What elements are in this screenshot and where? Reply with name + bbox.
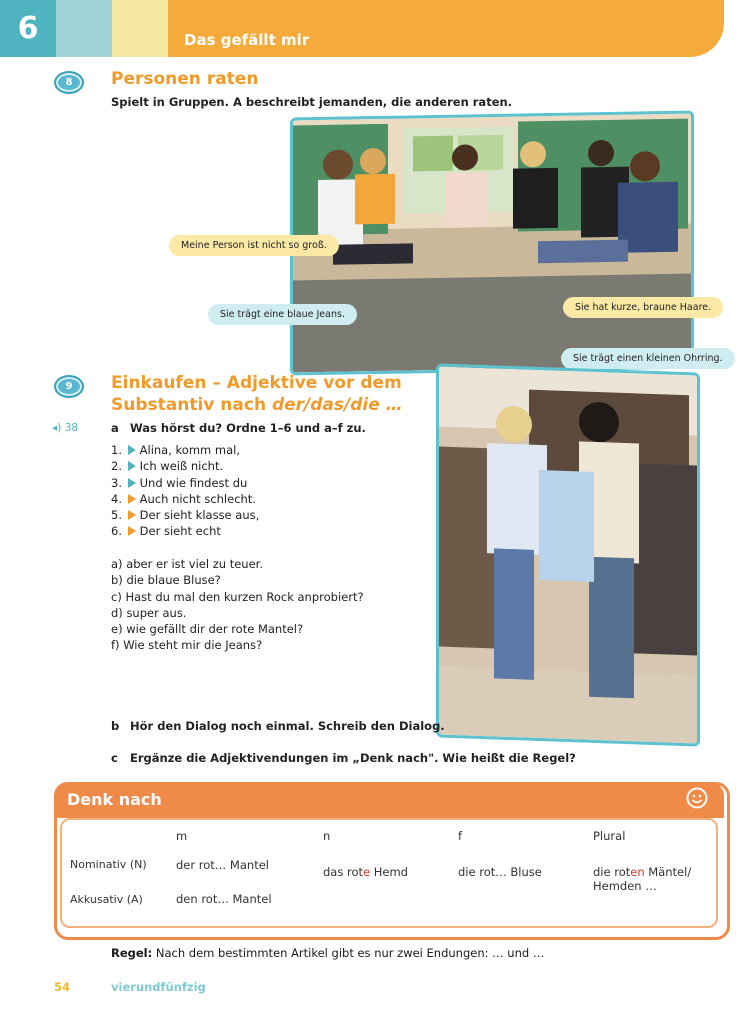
play-triangle-icon — [128, 478, 136, 488]
cell-nom-m: der rot… Mantel — [176, 858, 269, 872]
rule-label: Regel: — [111, 946, 153, 960]
audio-track[interactable] — [52, 422, 78, 434]
task-a-instruction: Was hörst du? Ordne 1–6 und a–f zu. — [130, 421, 366, 435]
column-header-n: n — [323, 829, 331, 843]
numbered-list — [111, 442, 259, 540]
page-number-word: vierundfünfzig — [111, 980, 206, 994]
rule-text: Nach dem bestimmten Artikel gibt es nur zwei Endungen: … und … — [155, 946, 545, 960]
list-item: a) aber er ist viel zu teuer. — [111, 557, 263, 571]
row-header-nominativ: Nominativ (N) — [70, 858, 147, 871]
title-articles: der/das/die … — [271, 395, 403, 415]
play-triangle-icon — [128, 526, 136, 536]
play-triangle-icon — [128, 461, 136, 471]
list-item: c) Hast du mal den kurzen Rock anprobiert? — [111, 589, 364, 604]
exercise-9-title-line1: Einkaufen – Adjektive vor dem — [111, 373, 402, 393]
task-b-instruction: Hör den Dialog noch einmal. Schreib den Dialog. — [130, 719, 445, 733]
column-header-m: m — [176, 829, 188, 843]
chapter-number: 6 — [0, 0, 56, 57]
chapter-title: Das gefällt mir — [184, 31, 310, 49]
list-item: 4. Auch nicht schlecht. — [111, 491, 256, 506]
speech-bubble-4: Sie trägt einen kleinen Ohrring. — [561, 348, 735, 369]
audio-track-number: 38 — [64, 422, 79, 434]
rule-line — [111, 946, 544, 960]
cell-plural: die roten Mäntel/ Hemden … — [593, 865, 692, 893]
exercise-9-badge: 9 — [54, 375, 84, 398]
smiley-icon — [686, 787, 708, 809]
task-b-letter: b — [111, 719, 120, 733]
list-item: 3. Und wie findest du — [111, 475, 248, 490]
column-header-f: f — [458, 829, 463, 843]
list-item: 1. Alina, komm mal, — [111, 443, 240, 457]
play-triangle-icon — [128, 494, 136, 504]
cell-n: das rote Hemd — [323, 865, 408, 879]
column-header-plural: Plural — [593, 829, 626, 843]
play-triangle-icon — [128, 445, 136, 455]
speaker-icon: ◂) — [52, 422, 62, 434]
group-photo — [290, 110, 694, 375]
list-item: f) Wie steht mir die Jeans? — [111, 638, 263, 653]
exercise-8-instruction: Spielt in Gruppen. A beschreibt jemanden, die anderen raten. — [111, 95, 513, 109]
denk-nach-title: Denk nach — [67, 790, 162, 809]
exercise-9-title-line2 — [111, 395, 403, 415]
lettered-list — [111, 556, 364, 654]
exercise-8-badge: 8 — [54, 71, 84, 94]
list-item: d) super aus. — [111, 605, 187, 620]
title-prefix: Substantiv nach — [111, 395, 272, 415]
row-header-akkusativ: Akkusativ (A) — [70, 893, 143, 906]
speech-bubble-1: Meine Person ist nicht so groß. — [169, 235, 339, 256]
list-item: b) die blaue Bluse? — [111, 573, 221, 588]
speech-bubble-2: Sie trägt eine blaue Jeans. — [208, 304, 357, 325]
shopping-photo-illustration — [439, 366, 697, 743]
task-a-letter: a — [111, 421, 119, 435]
shopping-photo — [436, 363, 700, 746]
speech-bubble-3: Sie hat kurze, braune Haare. — [563, 297, 723, 318]
list-item: 6. Der sieht echt — [111, 524, 221, 539]
list-item: 5. Der sieht klasse aus, — [111, 508, 260, 523]
group-photo-illustration — [293, 114, 691, 373]
task-c-letter: c — [111, 751, 118, 765]
play-triangle-icon — [128, 510, 136, 520]
cell-akk-m: den rot… Mantel — [176, 892, 272, 906]
list-item: 2. Ich weiß nicht. — [111, 459, 224, 474]
header-stripe — [56, 0, 112, 57]
exercise-8-title: Personen raten — [111, 69, 259, 89]
page-number: 54 — [54, 980, 71, 994]
header-stripe — [112, 0, 168, 57]
task-c-instruction: Ergänze die Adjektivendungen im „Denk nach". Wie heißt die Regel? — [130, 751, 576, 765]
list-item: e) wie gefällt dir der rote Mantel? — [111, 622, 304, 637]
cell-f: die rot… Bluse — [458, 865, 542, 879]
